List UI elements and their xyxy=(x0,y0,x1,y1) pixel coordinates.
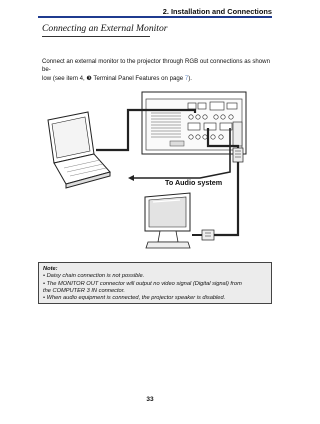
audio-system-label: To Audio system xyxy=(165,178,223,187)
monitor-illustration xyxy=(145,193,190,248)
note-title: Note: xyxy=(43,266,58,272)
section-title-underline xyxy=(42,36,150,37)
header-rule xyxy=(38,16,272,18)
note-item: • When audio equipment is connected, the projector speaker is disabled. xyxy=(43,295,226,302)
note-box xyxy=(38,262,272,304)
section-title: Connecting an External Monitor xyxy=(42,23,168,34)
vga-connector-icon xyxy=(233,148,243,162)
monitor-vga-connector-icon xyxy=(202,230,214,240)
note-item: the COMPUTER 3 IN connector. xyxy=(43,287,125,294)
note-item: • The MONITOR OUT connector will output no video signal (Digital signal) from xyxy=(43,280,242,287)
intro-line-2-mid: Terminal Panel Features on page xyxy=(91,74,185,82)
page-number: 33 xyxy=(146,396,154,403)
intro-line-1: Connect an external monitor to the projector through RGB out connections as shown be- xyxy=(42,58,270,74)
chapter-title: 2. Installation and Connections xyxy=(162,7,272,16)
page-reference-link[interactable]: 7 xyxy=(184,74,189,82)
audio-arrow-icon xyxy=(128,175,134,181)
intro-paragraph xyxy=(42,58,274,83)
intro-line-2-end: ). xyxy=(188,74,193,82)
item-number-icon: ❸ xyxy=(86,74,92,82)
connection-diagram xyxy=(30,90,280,255)
note-item: • Daisy chain connection is not possible. xyxy=(43,273,145,280)
intro-line-2-start: low (see item 4, xyxy=(42,74,87,82)
